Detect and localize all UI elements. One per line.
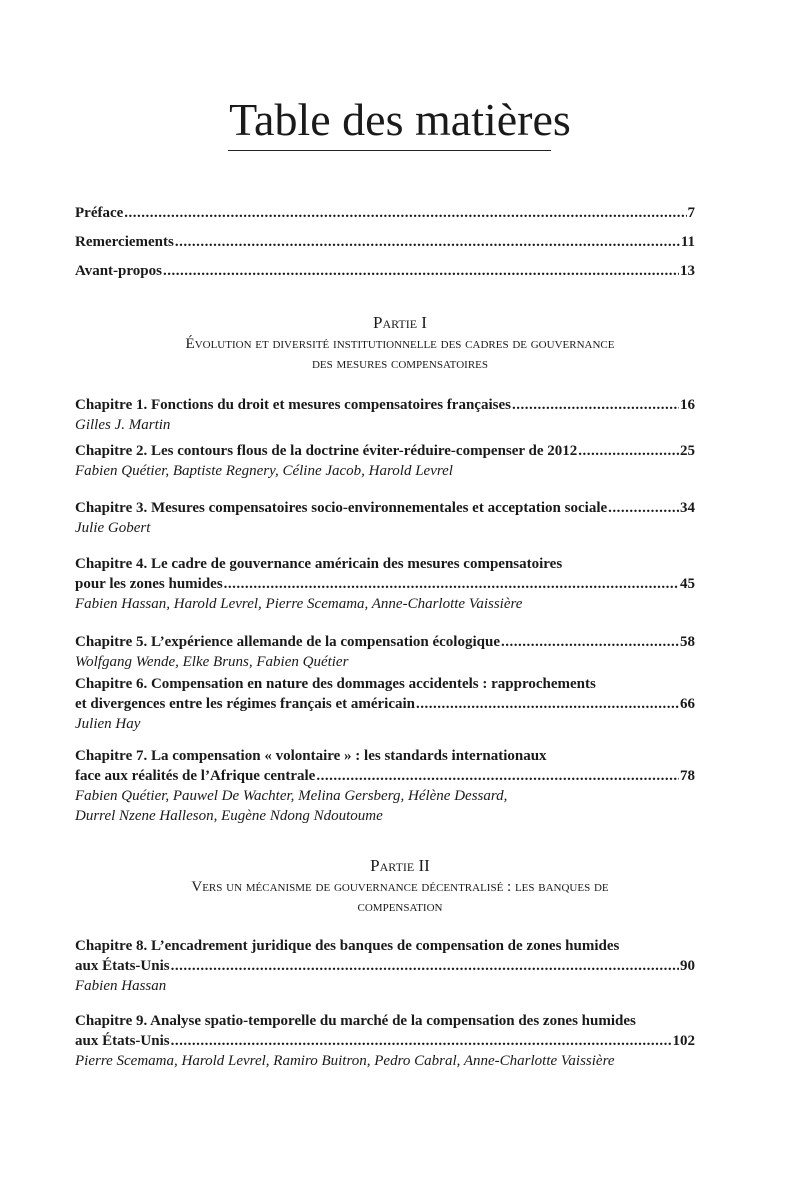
part-subtitle-line: Vers un mécanisme de gouvernance décentralisé : les banques de [191,878,609,895]
toc-entry-front-matter[interactable] [75,203,695,223]
toc-line-with-page[interactable] [75,441,695,461]
entry-title: pour les zones humides [75,576,223,592]
dot-leader [124,203,686,223]
dot-leader [512,395,679,415]
page-number: 25 [680,443,695,459]
page-number: 34 [680,500,695,516]
page-number: 13 [680,263,695,279]
part-subtitle-line: compensation [357,899,443,915]
toc-line-with-page[interactable] [75,956,695,976]
entry-title: Remerciements [75,234,174,250]
toc-entry-chapter[interactable] [75,746,695,826]
part-subtitle-line: des mesures compensatoires [311,356,488,372]
toc-entry-front-matter[interactable] [75,261,695,281]
chapter-authors: Fabien Quétier, Pauwel De Wachter, Melina Gersberg, Hélène Dessard, [75,788,508,804]
toc-entry-front-matter[interactable] [75,232,695,252]
dot-leader [578,441,679,461]
page-number: 78 [680,768,695,784]
entry-title: face aux réalités de l’Afrique centrale [75,768,316,784]
dot-leader [171,956,679,976]
page-number: 16 [680,397,695,413]
dot-leader [171,1031,672,1051]
toc-line-with-page[interactable] [75,261,695,281]
dot-leader [416,694,679,714]
toc-line-with-page[interactable] [75,232,695,252]
chapter-authors: Wolfgang Wende, Elke Bruns, Fabien Quétier [75,654,349,670]
chapter-authors: Pierre Scemama, Harold Levrel, Ramiro Buitron, Pedro Cabral, Anne-Charlotte Vaissière [75,1053,615,1069]
chapter-authors: Julie Gobert [75,520,151,536]
dot-leader [608,498,679,518]
entry-title: Avant-propos [75,263,162,279]
chapter-authors: Fabien Quétier, Baptiste Regnery, Céline Jacob, Harold Levrel [75,463,453,479]
toc-line-with-page[interactable] [75,203,695,223]
toc-entry-chapter[interactable] [75,674,695,734]
part-heading [60,313,740,375]
page-title: Table des matières [229,94,571,145]
page-number: 11 [680,234,695,250]
toc-line-with-page[interactable] [75,395,695,415]
page-number: 58 [680,634,695,650]
chapter-authors: Julien Hay [75,716,141,732]
chapter-authors: Gilles J. Martin [75,417,171,433]
entry-title: Chapitre 5. L’expérience allemande de la compensation écologique [75,634,500,650]
toc-line-with-page[interactable] [75,498,695,518]
chapter-title-line: Chapitre 9. Analyse spatio-temporelle du marché de la compensation des zones humides [75,1013,636,1029]
dot-leader [224,574,679,594]
page-number: 66 [680,696,695,712]
toc-line-with-page[interactable] [75,694,695,714]
part-number: Partie I [373,313,427,332]
toc-entry-chapter[interactable] [75,632,695,672]
toc-entry-chapter[interactable] [75,936,695,996]
entry-title: Préface [75,205,124,221]
page-number: 45 [680,576,695,592]
chapter-authors: Durrel Nzene Halleson, Eugène Ndong Ndoutoume [75,808,383,824]
chapter-authors: Fabien Hassan [75,978,167,994]
dot-leader [316,766,679,786]
entry-title: Chapitre 3. Mesures compensatoires socio-environnementales et acceptation sociale [75,500,608,516]
dot-leader [163,261,679,281]
part-number: Partie II [370,856,430,875]
toc-entry-chapter[interactable] [75,441,695,481]
chapter-title-line: Chapitre 8. L’encadrement juridique des banques de compensation de zones humides [75,938,620,954]
toc-entry-chapter[interactable] [75,554,695,614]
toc-line-with-page[interactable] [75,632,695,652]
entry-title: Chapitre 1. Fonctions du droit et mesures compensatoires françaises [75,397,511,413]
toc-line-with-page[interactable] [75,766,695,786]
entry-title: aux États-Unis [75,958,170,974]
toc-line-with-page[interactable] [75,1031,695,1051]
chapter-authors: Fabien Hassan, Harold Levrel, Pierre Scemama, Anne-Charlotte Vaissière [75,596,523,612]
toc-entry-chapter[interactable] [75,1011,695,1071]
toc-entry-chapter[interactable] [75,395,695,435]
toc-entry-chapter[interactable] [75,498,695,538]
part-heading [60,856,740,918]
entry-title: et divergences entre les régimes français et américain [75,696,416,712]
part-subtitle-line: Évolution et diversité institutionnelle des cadres de gouvernance [185,335,615,352]
entry-title: aux États-Unis [75,1033,170,1049]
title-underline [228,150,551,151]
dot-leader [175,232,680,252]
chapter-title-line: Chapitre 7. La compensation « volontaire » : les standards internationaux [75,748,547,764]
page-number: 7 [687,205,695,221]
chapter-title-line: Chapitre 6. Compensation en nature des dommages accidentels : rapprochements [75,676,596,692]
page-number: 102 [672,1033,695,1049]
page-number: 90 [680,958,695,974]
toc-line-with-page[interactable] [75,574,695,594]
chapter-title-line: Chapitre 4. Le cadre de gouvernance américain des mesures compensatoires [75,556,563,572]
entry-title: Chapitre 2. Les contours flous de la doctrine éviter-réduire-compenser de 2012 [75,443,578,459]
dot-leader [501,632,679,652]
